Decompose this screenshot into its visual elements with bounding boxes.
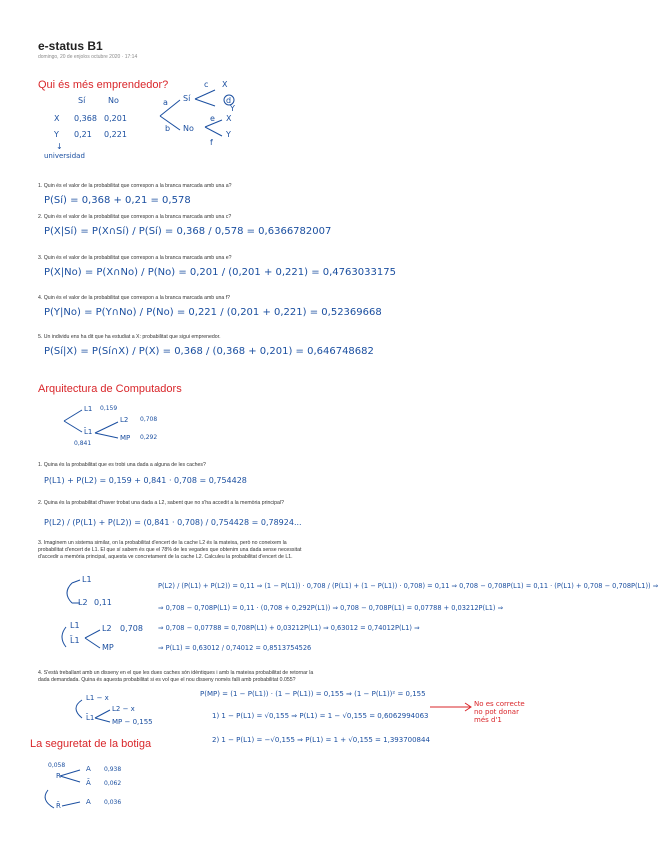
s2-answer-1: P(L1) + P(L2) = 0,159 + 0,841 · 0,708 = 0,754428 bbox=[44, 476, 247, 485]
tree-label-a: a bbox=[163, 98, 168, 107]
s2-answer-3-line-1: P(L2) / (P(L1) + P(L2)) = 0,11 ⇒ (1 − P(L1)) · 0,708 / (P(L1) + (1 − P(L1)) · 0,708) = 0,11 ⇒ 0,708 − 0,708P(L1) = 0,11 · (P(L1) + 0,708 − 0,708P(L1)) ⇒ bbox=[158, 582, 658, 590]
s1-answer-1: P(Sí) = 0,368 + 0,21 = 0,578 bbox=[44, 195, 191, 206]
s2-answer-4-line-1: P(MP) = (1 − P(L1)) · (1 − P(L1)) = 0,155 ⇒ (1 − P(L1))² = 0,155 bbox=[200, 690, 426, 698]
tree-label-f: f bbox=[210, 138, 213, 147]
q4-tree-l1: L1 − x bbox=[86, 694, 109, 702]
tree-label-y2: Y bbox=[226, 130, 231, 139]
s2-question-3-line-1: 3. Imaginem un sistema similar, on la probabilitat d'encert de la cache L2 és la mateixa, però no coneixem la bbox=[38, 540, 287, 546]
tree-label-no: No bbox=[183, 124, 194, 133]
table-cell-x-no: 0,201 bbox=[104, 114, 127, 123]
s1-question-4: 4. Quin és el valor de la probabilitat que correspon a la branca marcada amb una f? bbox=[38, 295, 231, 301]
s2-answer-3-line-4: ⇒ P(L1) = 0,63012 / 0,74012 = 0,8513754526 bbox=[158, 644, 312, 652]
q4-tree-l2: L2 − x bbox=[112, 705, 135, 713]
s2-question-3-line-2: probabilitat d'encert de L1. El que sí sabem és que el 78% de les vegades que obtenim una dada sense necessitat bbox=[38, 547, 302, 553]
s2-tree-l1: L1 bbox=[84, 405, 93, 413]
tree-label-d: d bbox=[226, 96, 232, 105]
s2-question-4-line-1: 4. S'està treballant amb un disseny en el que les dues caches són idèntiques i amb la mateixa probabilitat de retornar la bbox=[38, 670, 314, 676]
correction-note: No es correcte no pot donar més d'1 bbox=[474, 700, 525, 724]
s2-tree-l1-p: 0,159 bbox=[100, 405, 118, 412]
table-cell-y-no: 0,221 bbox=[104, 130, 127, 139]
s2-answer-2: P(L2) / (P(L1) + P(L2)) = (0,841 · 0,708) / 0,754428 = 0,78924... bbox=[44, 518, 302, 527]
q3-tree-mp: MP bbox=[102, 643, 114, 652]
page-date: domingo, 20 de enjolos octubre 2020 · 17:14 bbox=[38, 54, 138, 60]
section-title-seguretat: La seguretat de la botiga bbox=[30, 738, 152, 750]
table-cell-y-si: 0,21 bbox=[74, 130, 92, 139]
q3-tree-l1: L1 bbox=[82, 575, 92, 584]
s2-answer-3-line-3: ⇒ 0,708 − 0,07788 = 0,708P(L1) + 0,03212P(L1) ⇒ 0,63012 = 0,74012P(L1) ⇒ bbox=[158, 624, 420, 632]
s1-question-2: 2. Quin és el valor de la probabilitat que correspon a la branca marcada amb una c? bbox=[38, 214, 232, 220]
s1-question-5: 5. Un individu ens ha dit que ha estudiat a X: probabilitat que sigui emprenedor. bbox=[38, 334, 221, 340]
q3-tree-l2-p: 0,11 bbox=[94, 598, 112, 607]
tree-label-x1: X bbox=[222, 80, 228, 89]
tree-label-c: c bbox=[204, 80, 209, 89]
s2-tree-l2: L2 bbox=[120, 416, 129, 424]
s1-answer-3: P(X|No) = P(X∩No) / P(No) = 0,201 / (0,201 + 0,221) = 0,4763033175 bbox=[44, 267, 396, 278]
s3-tree-nr: R̄ bbox=[56, 802, 61, 810]
section-title-emprendedor: Qui és més emprendedor? bbox=[38, 79, 169, 91]
table-col-si: Sí bbox=[78, 96, 86, 105]
universidad-label: universidad bbox=[44, 152, 85, 160]
q3-tree-l2b-p: 0,708 bbox=[120, 624, 143, 633]
section-title-arquitectura: Arquitectura de Computadors bbox=[38, 383, 182, 395]
s2-tree-nl1: L̄1 bbox=[84, 428, 93, 436]
s2-tree-mp: MP bbox=[120, 434, 131, 442]
s2-answer-3-line-2: ⇒ 0,708 − 0,708P(L1) = 0,11 · (0,708 + 0,292P(L1)) ⇒ 0,708 − 0,708P(L1) = 0,07788 + 0,03212P(L1) ⇒ bbox=[158, 604, 504, 612]
table-row-y: Y bbox=[54, 130, 59, 139]
s3-tree-na: Ā bbox=[86, 779, 91, 787]
s2-answer-4-line-2: 1) 1 − P(L1) = √0,155 ⇒ P(L1) = 1 − √0,155 = 0,6062994063 bbox=[212, 712, 429, 720]
tree-label-e: e bbox=[210, 114, 215, 123]
table-col-no: No bbox=[108, 96, 119, 105]
s2-tree-l2-p: 0,708 bbox=[140, 416, 158, 423]
q3-tree-l2: L2 bbox=[78, 598, 88, 607]
s3-tree-a2-p: 0,036 bbox=[104, 799, 122, 806]
s2-question-1: 1. Quina és la probabilitat que es trobi una dada a alguna de les caches? bbox=[38, 462, 206, 468]
down-arrow-icon: ↓ bbox=[56, 142, 63, 151]
s2-question-4-line-2: dada demandada. Quina és aquesta probabilitat si es vol que el nou disseny només falli amb probabilitat 0.055? bbox=[38, 677, 296, 683]
s2-question-2: 2. Quina és la probabilitat d'haver trobat una dada a L2, sabent que no s'ha accedit a la memòria principal? bbox=[38, 500, 284, 506]
q3-tree-l2b: L2 bbox=[102, 624, 112, 633]
s1-answer-4: P(Y|No) = P(Y∩No) / P(No) = 0,221 / (0,201 + 0,221) = 0,52369668 bbox=[44, 307, 382, 318]
s3-tree-r: R bbox=[56, 772, 61, 780]
s2-question-3-line-3: d'accedir a memòria principal, aquesta ve concretament de la cache L2. Calculeu la probabilitat d'encert de L1. bbox=[38, 554, 293, 560]
s2-tree-mp-p: 0,292 bbox=[140, 434, 158, 441]
s3-tree-p-top: 0,058 bbox=[48, 762, 66, 769]
s3-tree-a1: A bbox=[86, 765, 91, 773]
s2-tree-nl1-p: 0,841 bbox=[74, 440, 92, 447]
table-row-x: X bbox=[54, 114, 60, 123]
tree-label-x2: X bbox=[226, 114, 232, 123]
s2-answer-4-line-3: 2) 1 − P(L1) = −√0,155 ⇒ P(L1) = 1 + √0,155 = 1,393700844 bbox=[212, 736, 430, 744]
s3-tree-na-p: 0,062 bbox=[104, 780, 122, 787]
page-title: e-status B1 bbox=[38, 39, 103, 53]
table-cell-x-si: 0,368 bbox=[74, 114, 97, 123]
s1-question-1: 1. Quin és el valor de la probabilitat que correspon a la branca marcada amb una a? bbox=[38, 183, 232, 189]
tree-label-y1: Y bbox=[230, 104, 235, 113]
s1-question-3: 3. Quin és el valor de la probabilitat que correspon a la branca marcada amb una e? bbox=[38, 255, 232, 261]
q4-tree-nl1: L̄1 bbox=[86, 714, 95, 722]
q4-tree-mp: MP − 0,155 bbox=[112, 718, 153, 726]
s3-tree-a1-p: 0,938 bbox=[104, 766, 122, 773]
s3-tree-a2: A bbox=[86, 798, 91, 806]
q3-tree-nl1: L̄1 bbox=[70, 636, 80, 645]
q3-tree-l1b: L1 bbox=[70, 621, 80, 630]
s1-answer-2: P(X|Sí) = P(X∩Sí) / P(Sí) = 0,368 / 0,578 = 0,6366782007 bbox=[44, 226, 332, 237]
tree-label-si: Sí bbox=[183, 94, 191, 103]
tree-label-b: b bbox=[165, 124, 171, 133]
s1-answer-5: P(Sí|X) = P(Sí∩X) / P(X) = 0,368 / (0,368 + 0,201) = 0,646748682 bbox=[44, 346, 374, 357]
